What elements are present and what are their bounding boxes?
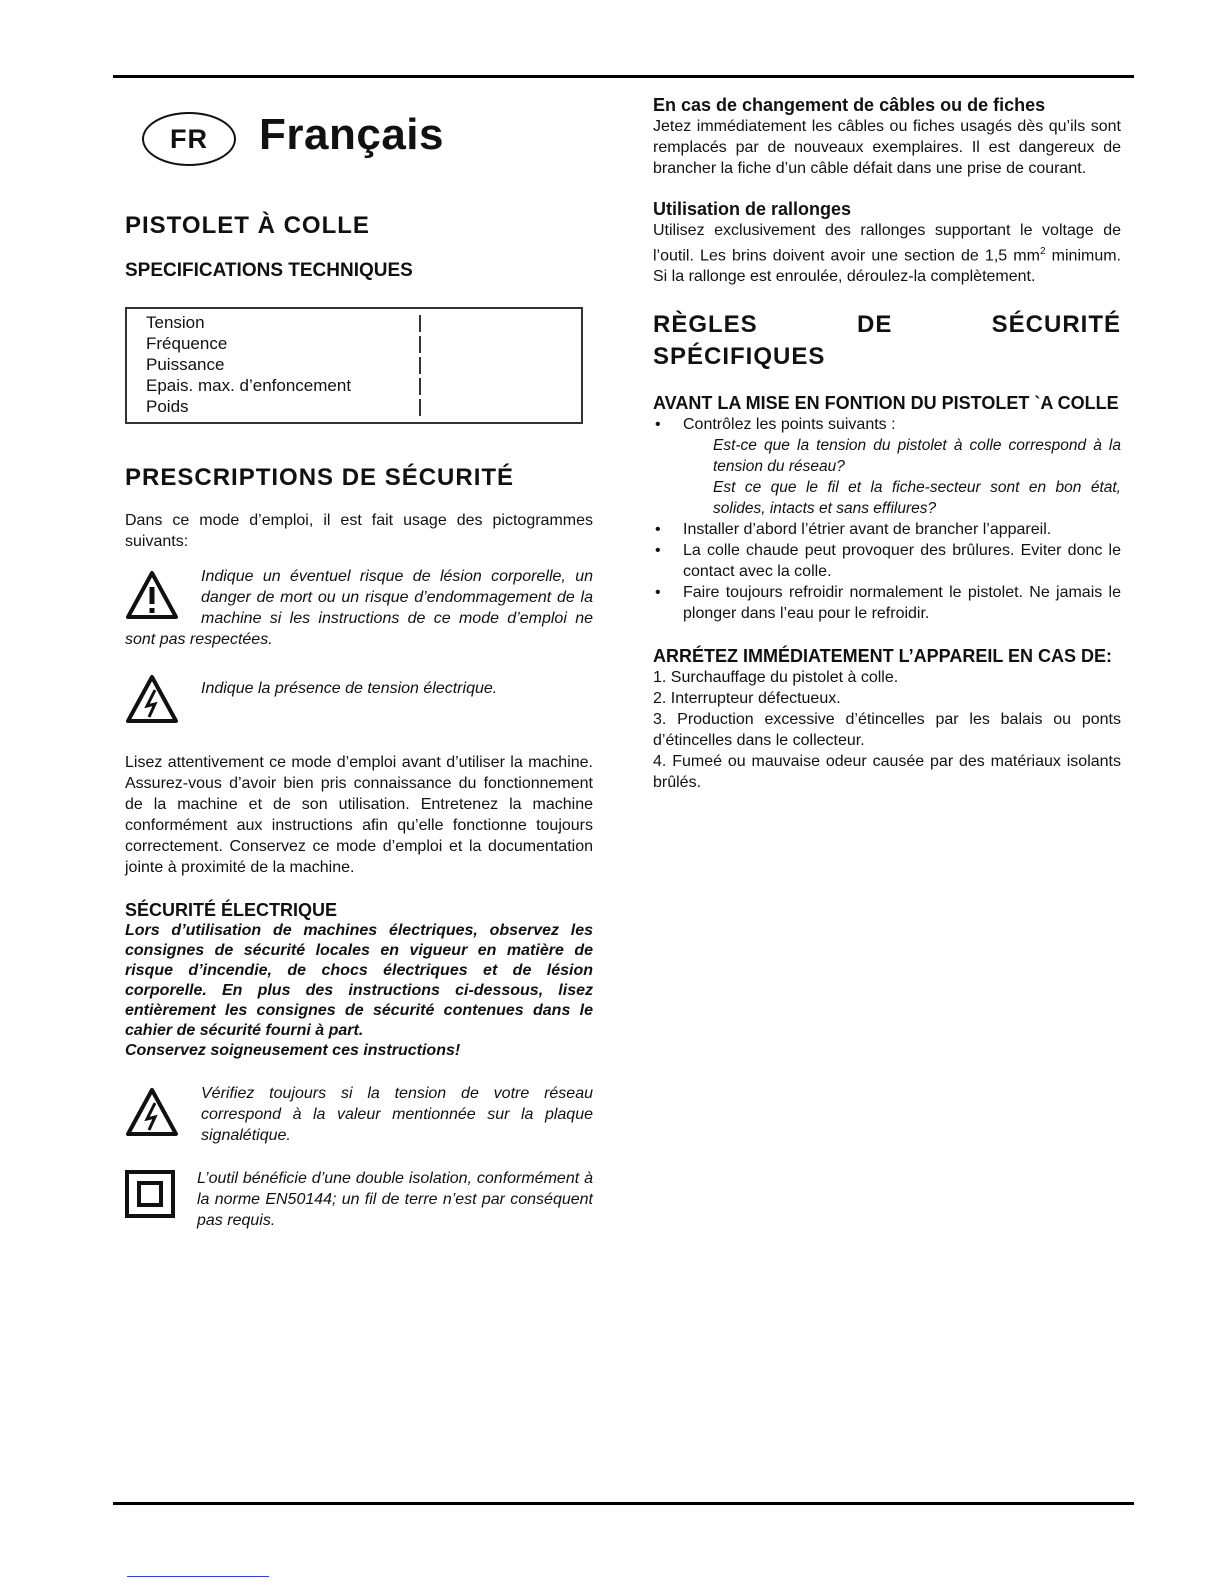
language-title: Français [259, 110, 444, 159]
check-intro: Contrôlez les points suivants : [683, 416, 896, 434]
pictogram-intro: Dans ce mode d’emploi, il est fait usage des pictogrammes suivants: [125, 512, 593, 550]
language-code-badge: FR [142, 112, 236, 166]
extension-text-part: Utilisez exclusivement des rallonges supportant le voltage de l’outil. Les brins doivent avoir une section de 1,5 mm [653, 222, 1121, 265]
specs-heading: SPECIFICATIONS TECHNIQUES [125, 260, 413, 281]
stop-heading: ARRÉTEZ IMMÉDIATEMENT L’APPAREIL EN CAS DE: [653, 646, 1113, 667]
spec-row: Tension [146, 312, 401, 333]
spec-row: Fréquence [146, 333, 401, 354]
right-column [653, 95, 1121, 793]
list-item: 2. Interrupteur défectueux. [653, 690, 841, 708]
list-item: • Faire toujours refroidir normalement le pistolet. Ne jamais le plonger dans l’eau pour le refroidir. [653, 582, 1121, 624]
high-voltage-icon [125, 674, 179, 724]
before-use-list [653, 414, 1121, 435]
product-title: PISTOLET À COLLE [125, 212, 370, 239]
spec-row: Poids [146, 396, 401, 417]
warning-triangle-icon [125, 570, 179, 620]
specific-rules-heading: RÈGLES DE SÉCURITÉ SPÉCIFIQUES [653, 311, 1121, 371]
electrical-safety-text: Lors d’utilisation de machines électriques, observez les consignes de sécurité locales en vigueur en matière de risque d’incendie, de chocs électriques et de lésion corporelle. En plus des instructions ci-dessous, lisez entièrement les consignes de sécurité contenues dans le cahier de sécurité fourni à part. [125, 922, 593, 1039]
extension-text [653, 220, 1121, 287]
keep-instructions-text: Conservez soigneusement ces instructions! [125, 1042, 461, 1059]
extension-heading: Utilisation de rallonges [653, 199, 852, 219]
check-item-cable: Est ce que le fil et la fiche-secteur sont en bon état, solides, intacts et sans effilures? [713, 479, 1121, 518]
specs-table [125, 307, 583, 424]
list-item: • La colle chaude peut provoquer des brûlures. Eviter donc le contact avec la colle. [653, 540, 1121, 582]
warning-voltage-text: Indique la présence de tension électrique. [201, 680, 498, 697]
list-item [653, 414, 1121, 435]
warning-general [125, 566, 593, 650]
cable-change-text: Jetez immédiatement les câbles ou fiches usagés dès qu’ils sont remplacés par de nouveaux exemplaires. Il est dangereux de brancher la fiche d’un câble défait dans une prise de courant. [653, 118, 1121, 177]
read-instructions-text: Lisez attentivement ce mode d’emploi avant d’utiliser la machine. Assurez-vous d’avoir bien pris connaissance du fonctionnement de la machine et de son utilisation. Entretenez la machine conformément aux instructions afin qu’elle fonctionne toujours correctement. Conservez ce mode d’emploi et la documentation jointe à proximité de la machine. [125, 754, 593, 876]
top-rule [113, 75, 1134, 78]
before-use-list-cont [653, 519, 1121, 624]
electrical-safety-heading: SÉCURITÉ ÉLECTRIQUE [125, 900, 338, 920]
warning-general-text: Indique un éventuel risque de lésion corporelle, un danger de mort ou un risque d’endommagement de la machine si les instructions de ce mode d’emploi ne sont pas respectées. [125, 568, 593, 648]
check-item-voltage: Est-ce que la tension du pistolet à colle correspond à la tension du réseau? [713, 437, 1121, 476]
bottom-rule [113, 1502, 1134, 1505]
double-insulation-text: L’outil bénéficie d’une double isolation, conformément à la norme EN50144; un fil de terre n’est par conséquent pas requis. [197, 1170, 593, 1229]
list-item: 3. Production excessive d’étincelles par les balais ou ponts d’étincelles dans le collecteur. [653, 711, 1121, 750]
high-voltage-icon [125, 1087, 179, 1137]
warning-mains-voltage [125, 1083, 593, 1146]
warning-mains-voltage-text: Vérifiez toujours si la tension de votre réseau correspond à la valeur mentionnée sur la plaque signalétique. [201, 1085, 593, 1144]
spec-row: Epais. max. d’enfoncement [146, 375, 401, 396]
stop-list [653, 667, 1121, 793]
warning-voltage [125, 670, 593, 728]
before-use-heading: AVANT LA MISE EN FONTION DU PISTOLET `A COLLE [653, 393, 1119, 414]
left-column [125, 100, 593, 1231]
double-insulation-note [125, 1168, 593, 1231]
list-item: 1. Surchauffage du pistolet à colle. [653, 669, 899, 687]
safety-heading: PRESCRIPTIONS DE SÉCURITÉ [125, 464, 515, 491]
cable-change-heading: En cas de changement de câbles ou de fiches [653, 95, 1046, 115]
language-header [142, 110, 593, 172]
spec-row: Puissance [146, 354, 401, 375]
double-insulation-icon [125, 1170, 175, 1218]
footer-link-line [127, 1576, 269, 1577]
extension-text-part: minimum. Si la rallonge est enroulée, déroulez-la complètement. [653, 247, 1122, 286]
superscript: 2 [1039, 246, 1046, 257]
list-item: 4. Fumeé ou mauvaise odeur causée par des matériaux isolants brûlés. [653, 753, 1121, 792]
list-item: • Installer d’abord l’étrier avant de brancher l’appareil. [653, 519, 1121, 540]
